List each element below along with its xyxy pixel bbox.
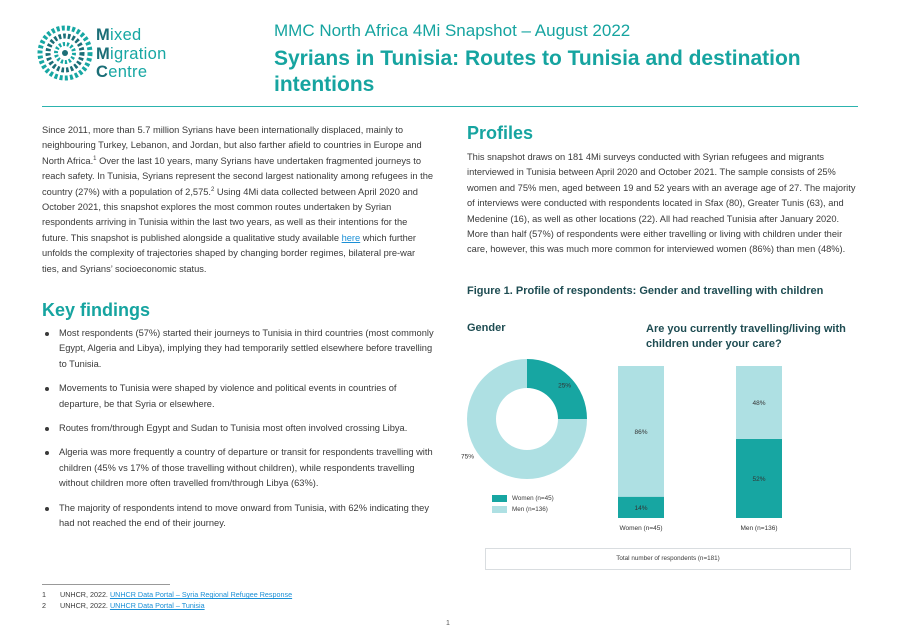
key-findings-heading: Key findings xyxy=(42,300,151,320)
page-number: 1 xyxy=(446,620,450,627)
list-item: Most respondents (57%) started their journeys to Tunisia in third countries (most commonly Egypt, Algeria and Libya), implying they had temporarily settled elsewhere before travelling to Tunisia. xyxy=(42,326,434,372)
footnote-1: 1 UNHCR, 2022. UNHCR Data Portal – Syria Regional Refugee Response xyxy=(42,590,293,599)
footnotes xyxy=(42,590,292,611)
gender-chart-title: Gender xyxy=(467,322,506,334)
list-item: The majority of respondents intend to move onward from Tunisia, with 62% indicating they had not reached the end of their journey. xyxy=(42,501,434,532)
category-label: Men (n=136) xyxy=(740,525,778,532)
footnote-ref-1[interactable]: 1 xyxy=(93,155,97,162)
bar-value-label: 48% xyxy=(752,399,766,407)
list-item: Algeria was more frequently a country of departure or transit for respondents travelling with children (45% vs 17% of those travelling without children), while respondents travelling without children more often travelled from/through Libya (63%). xyxy=(42,445,434,491)
slice-label: 25% xyxy=(558,382,572,390)
profiles-paragraph: This snapshot draws on 181 4Mi surveys conducted with Syrian refugees and migrants interviewed in Tunisia between April 2020 and October 2021. The sample consists of 25% women and 75% men, aged between 19 and 52 years with an average age of 27. The majority of interviews were conducted with respondents located in Sfax (80), Greater Tunis (63), and Medenine (16), as well as other locations (22). All had reached Tunisia after January 2020. More than half (57%) of respondents were either travelling or living with children under their care, however, this was much more common for interviewed women (86%) than men (48%). xyxy=(467,152,856,255)
gender-donut-chart xyxy=(455,344,605,489)
key-findings-list xyxy=(42,326,434,540)
figure-title: Figure 1. Profile of respondents: Gender and travelling with children xyxy=(467,285,824,297)
slice-label: 75% xyxy=(461,453,475,461)
mmc-logo-icon xyxy=(36,24,94,82)
bar-value-label: 14% xyxy=(634,504,648,512)
logo-wordmark: Mixed Migration Centre xyxy=(96,26,167,81)
bar-value-label: 52% xyxy=(752,475,766,483)
bar-value-label: 86% xyxy=(634,428,648,436)
list-item: Routes from/through Egypt and Sudan to Tunisia most often involved crossing Libya. xyxy=(42,421,434,436)
page-title: Syrians in Tunisia: Routes to Tunisia and destination intentions xyxy=(274,47,801,96)
children-chart-title: Are you currently travelling/living with children under your care? xyxy=(646,323,846,350)
gender-legend xyxy=(492,493,554,515)
mmc-logo xyxy=(36,24,196,86)
footnote-2: 2 UNHCR, 2022. UNHCR Data Portal – Tunisia xyxy=(42,600,205,610)
footnote-ref-2[interactable]: 2 xyxy=(211,186,215,193)
legend-item-men: Men (n=136) xyxy=(492,504,554,515)
header-divider xyxy=(42,106,858,107)
children-bar-chart xyxy=(600,360,830,535)
footnote-link[interactable]: UNHCR Data Portal – Tunisia xyxy=(109,600,205,610)
total-respondents-note: Total number of respondents (n=181) xyxy=(485,548,851,570)
snapshot-label: MMC North Africa 4Mi Snapshot – August 2022 xyxy=(274,21,631,40)
footnote-link[interactable]: UNHCR Data Portal – Syria Regional Refugee Response xyxy=(109,590,293,599)
donut-slice xyxy=(527,359,587,419)
qualitative-study-link[interactable]: here xyxy=(341,232,361,243)
list-item: Movements to Tunisia were shaped by violence and political events in countries of departure, be that Syria or elsewhere. xyxy=(42,381,434,412)
legend-swatch xyxy=(492,495,507,502)
profiles-heading: Profiles xyxy=(467,123,534,143)
footnote-divider xyxy=(42,584,170,585)
legend-swatch xyxy=(492,506,507,513)
intro-paragraph: Since 2011, more than 5.7 million Syrians have been internationally displaced, mainly to neighbouring Turkey, Lebanon, and Jordan, but also farther afield to countries in Europe and North Africa.$^1$ Over the last 10 years, many Syrians have undertaken fragmented journeys to reach safety. In Tunisia, Syrians represent the second largest nationality among refugees in the country (27%) with a population of 2,575.$^2$ Using 4Mi data collected between April 2020 and October 2021, this snapshot explores the most common routes undertaken by Syrian respondents arriving in Tunisia within the last two years, as well as their intentions for the future. This snapshot is published alongside a qualitative study available here which further unfolds the complexity of trajectories shaped by changing border regimes, bilateral pre-war ties, and Syrians’ socioeconomic status. xyxy=(42,125,434,274)
category-label: Women (n=45) xyxy=(619,525,663,532)
legend-item-women: Women (n=45) xyxy=(492,493,554,504)
